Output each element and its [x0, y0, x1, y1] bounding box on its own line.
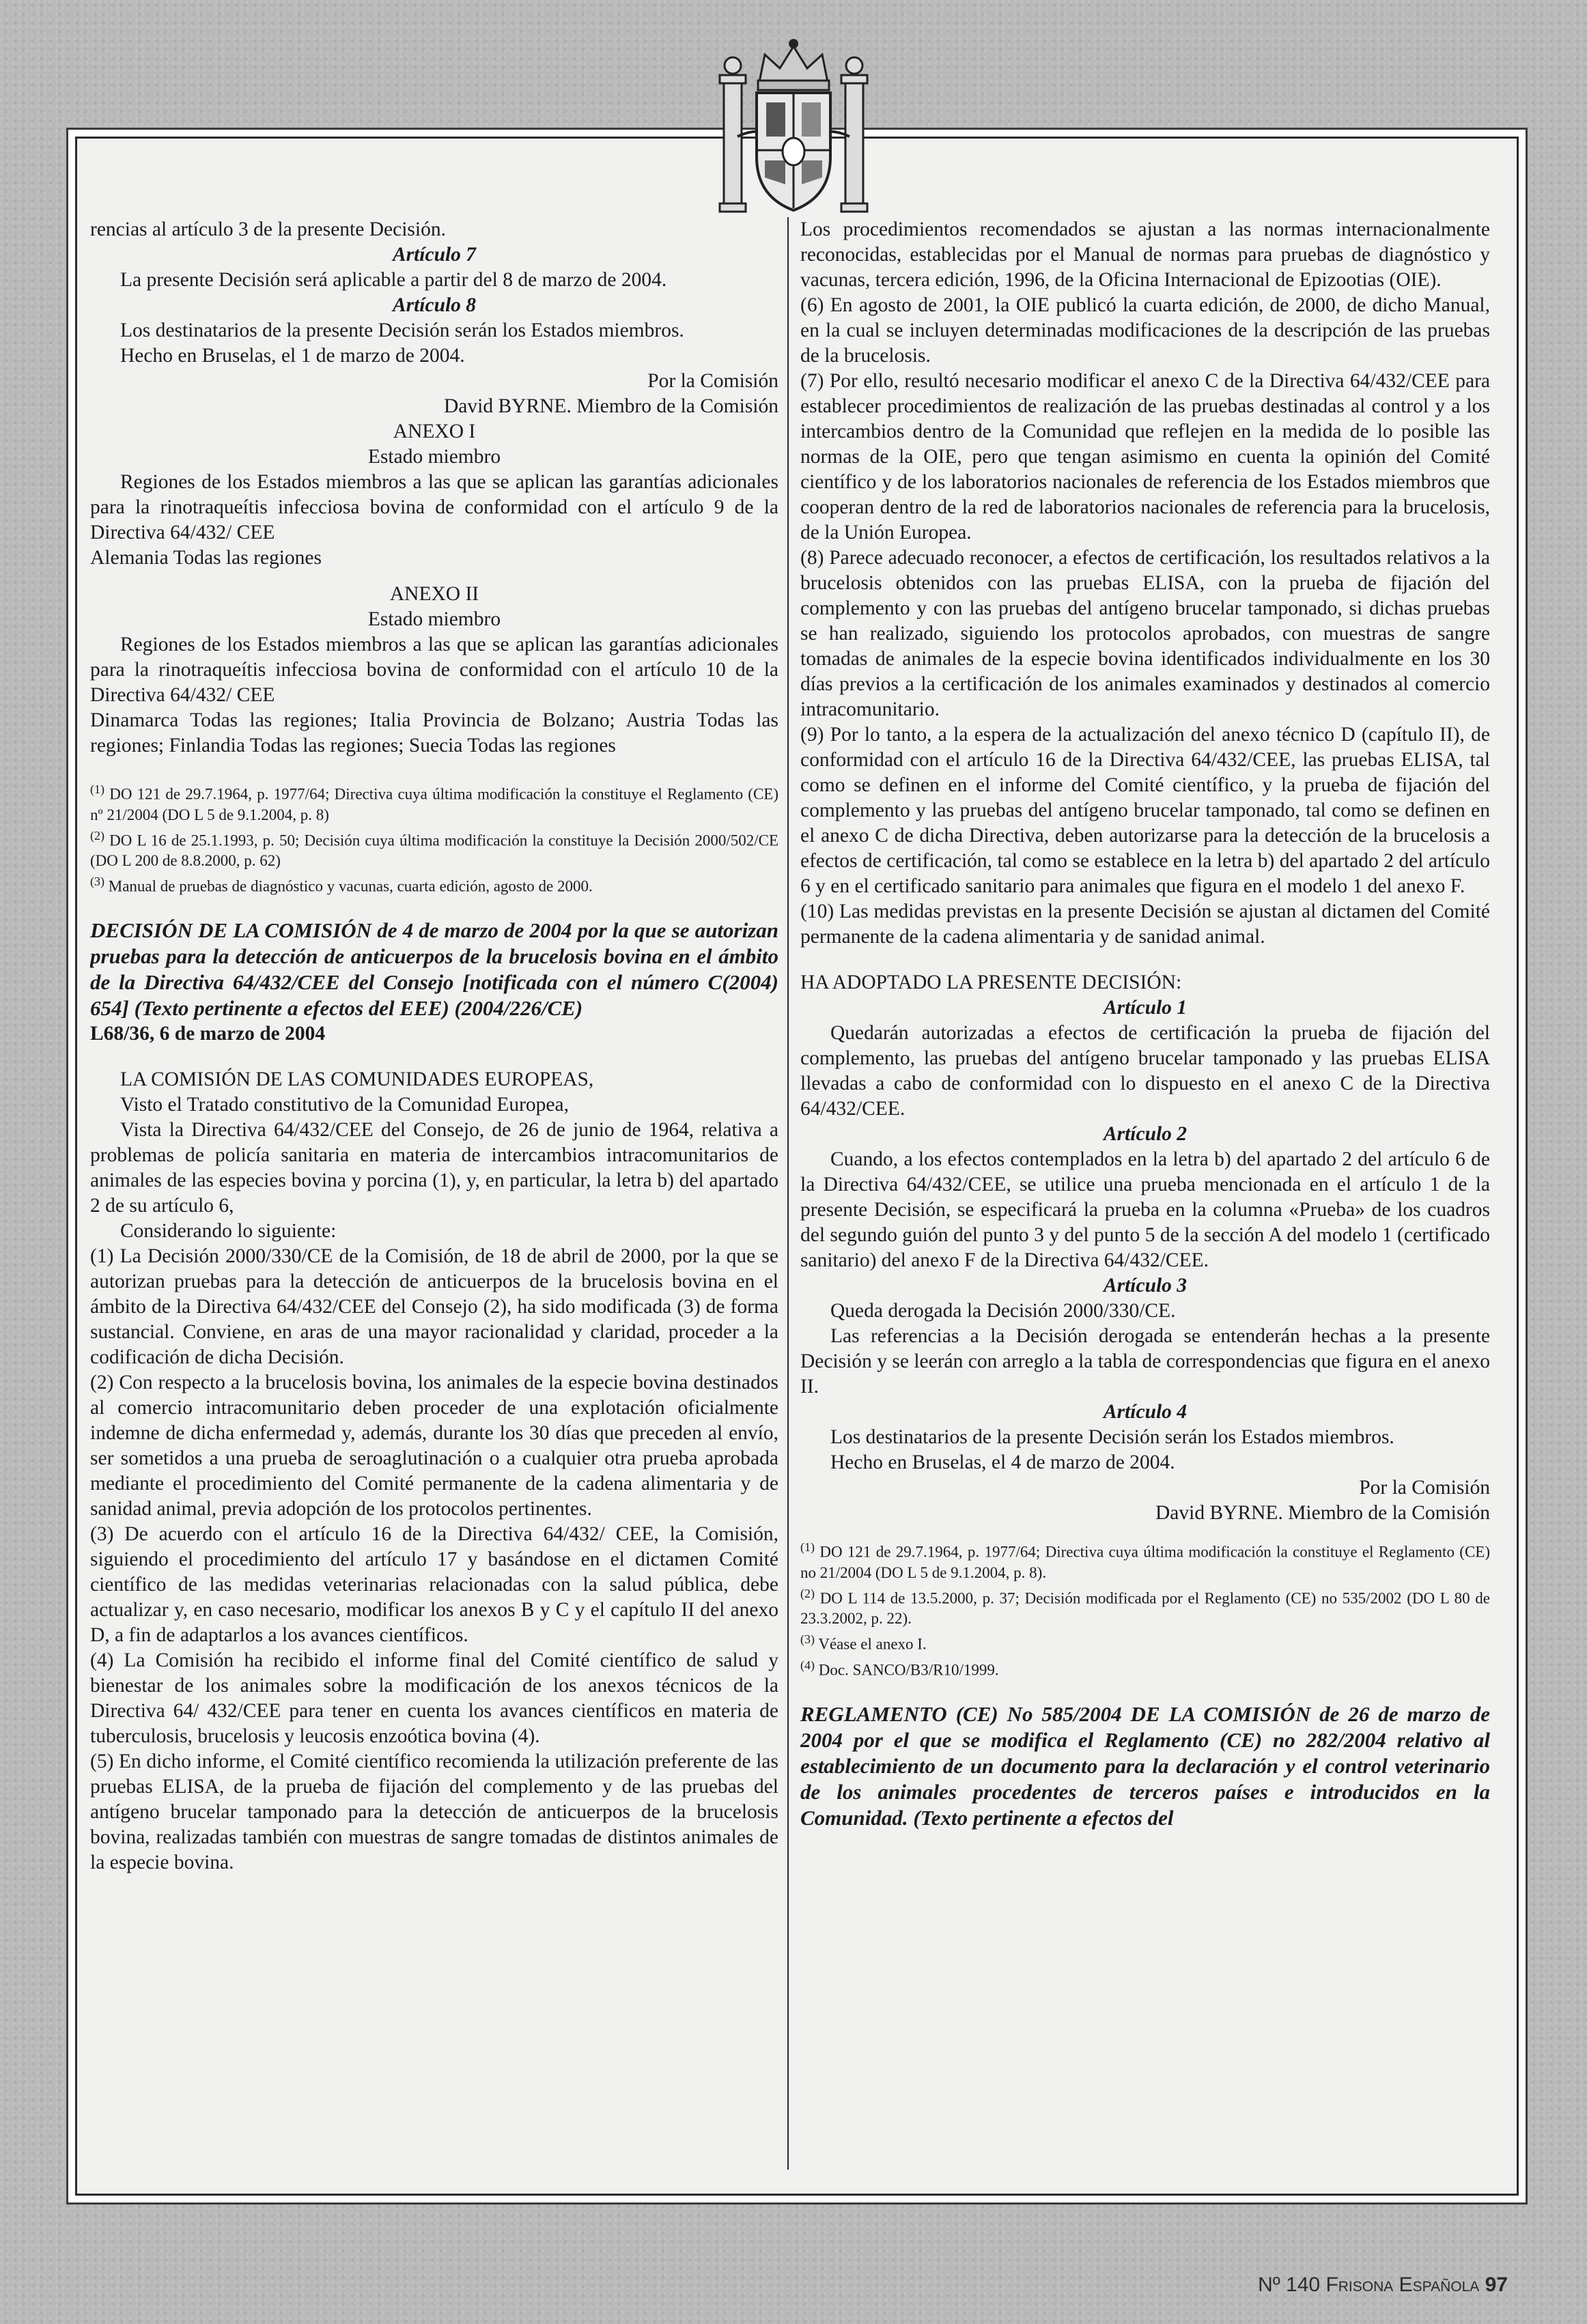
article-3-text-2: Las referencias a la Decisión derogada se entenderán hechas a la presente Decisión y se leerán con arreglo a la tabla de correspondencias que figura en el anexo II.	[800, 1325, 1490, 1398]
coat-of-arms-icon	[717, 34, 870, 218]
annex-1-title: ANEXO I	[393, 421, 476, 442]
visto-2: Vista la Directiva 64/432/CEE del Consejo, de 26 de junio de 1964, relativa a problemas de policía sanitaria en materia de intercambios intracomunitarios de animales de las especies bovina y porcina (1), y, en particular, la letra b) del apartado 2 de su artículo 6,	[90, 1118, 778, 1217]
article-3-title: Artículo 3	[1103, 1275, 1188, 1296]
recital-8: (8) Parece adecuado reconocer, a efectos de certificación, los resultados relativos a la brucelosis obtenidos con las pruebas ELISA, con la prueba de fijación del complemento y con las pruebas del antígeno brucelar tamponado, si dichas pruebas se han realizado, siguiendo los protocolos aprobados, con muestras de sangre tomadas de animales de la especie bovina identificados individualmente en los 30 días previos a la certificación de los animales examinados y destinados al comercio intracomunitario.	[800, 547, 1490, 720]
decision-heading: DECISIÓN DE LA COMISIÓN de 4 de marzo de 2004 por la que se autorizan pruebas para la detección de anticuerpos de la brucelosis bovina en el ámbito de la Directiva 64/432/CEE del Consejo [notificada con el número C(2004) 654] (Texto pertinente a efectos del EEE) (2004/226/CE)	[90, 918, 778, 1020]
footnote-r4: $^{(4)}$ Doc. SANCO/B3/R10/1999.	[800, 1658, 999, 1679]
signature-line-2: David BYRNE. Miembro de la Comisión	[444, 395, 778, 417]
annex-2-list: Dinamarca Todas las regiones; Italia Provincia de Bolzano; Austria Todas las regiones; Finlandia Todas las regiones; Suecia Todas las regiones	[90, 709, 778, 756]
footnote-2: $^{(2)}$ DO L 16 de 25.1.1993, p. 50; Decisión cuya última modificación la constituye la Decisión 2000/502/CE (DO L 200 de 8.8.2000, p. 62)	[90, 828, 778, 870]
page-footer	[1258, 2273, 1508, 2297]
regulation-heading: REGLAMENTO (CE) No 585/2004 DE LA COMISIÓN de 26 de marzo de 2004 por el que se modifica el Reglamento (CE) no 282/2004 relativo al establecimiento de un documento para la declaración y el control veterinario de los animales procedentes de terceros países e introducidos en la Comunidad. (Texto pertinente a efectos del	[800, 1701, 1490, 1830]
annex-2-title: ANEXO II	[389, 583, 479, 605]
article-8-title: Artículo 8	[392, 294, 477, 316]
done-at-text: Hecho en Bruselas, el 1 de marzo de 2004.	[120, 345, 465, 367]
publication-name: Frisona Española	[1325, 2273, 1480, 2296]
recital-5: (5) En dicho informe, el Comité científico recomienda la utilización preferente de las pruebas ELISA, de la prueba de fijación del complemento y de las pruebas del antígeno brucelar tamponado para la detección de anticuerpos de la brucelosis bovina, realizadas también con muestras de sangre tomadas de distintos animales de la especie bovina.	[90, 1750, 778, 1873]
signature-line-1-b: Por la Comisión	[1359, 1477, 1490, 1499]
recital-3: (3) De acuerdo con el artículo 16 de la Directiva 64/432/ CEE, la Comisión, siguiendo el procedimiento del artículo 17 y basándose en el dictamen Comité científico de las medidas veterinarias relacionadas con la salud pública, debe actualizar y, en caso necesario, modificar los anexos B y C y el capítulo II del anexo D, a fin de adaptarlos a los avances científicos.	[90, 1522, 778, 1646]
annex-1-text: Regiones de los Estados miembros a las que se aplican las garantías adicionales para la rinotraqueítis infecciosa bovina de conformidad con el artículo 9 de la Directiva 64/432/ CEE	[90, 471, 778, 543]
footnote-r3: $^{(3)}$ Véase el anexo I.	[800, 1632, 927, 1653]
recital-10: (10) Las medidas previstas en la presente Decisión se ajustan al dictamen del Comité permanente de la cadena alimentaria y de sanidad animal.	[800, 901, 1490, 948]
recital-9: (9) Por lo tanto, a la espera de la actualización del anexo técnico D (capítulo II), de conformidad con el artículo 16 de la Directiva 64/432/CEE, las pruebas ELISA, tal como se definen en el informe del Comité científico, y la prueba de fijación del complemento y las pruebas del antígeno brucelar tamponado, tal como se definen en el anexo C de dicha Directiva, deben autorizarse para la detección de la brucelosis a efectos de certificación, tal como se establece en la letra b) del apartado 2 del artículo 6 y en el certificado sanitario para animales que figura en el modelo 1 del anexo F.	[800, 724, 1490, 897]
article-4-title: Artículo 4	[1103, 1401, 1188, 1423]
recital-5-continued: Los procedimientos recomendados se ajustan a las normas internacionalmente reconocidas, establecidas por el Manual de normas para pruebas de diagnóstico y vacunas, tercera edición, 1996, de la Oficina Internacional de Epizootias (OIE).	[800, 218, 1490, 291]
column-divider	[787, 217, 789, 2170]
article-7-title: Artículo 7	[392, 244, 477, 266]
article-1-text: Quedarán autorizadas a efectos de certificación la prueba de fijación del complemento, las pruebas del antígeno brucelar tamponado y las pruebas ELISA llevadas a cabo de conformidad con lo dispuesto en el anexo C de la Directiva 64/432/CEE.	[800, 1022, 1490, 1120]
article-1-title: Artículo 1	[1103, 997, 1188, 1019]
footnote-3: $^{(3)}$ Manual de pruebas de diagnóstico y vacunas, cuarta edición, agosto de 2000.	[90, 875, 593, 895]
article-4-text: Los destinatarios de la presente Decisión serán los Estados miembros.	[830, 1426, 1394, 1448]
footnote-1: $^{(1)}$ DO 121 de 29.7.1964, p. 1977/64; Directiva cuya última modificación la constituye el Reglamento (CE) nº 21/2004 (DO L 5 de 9.1.2004, p. 8)	[90, 782, 778, 823]
article-8-text: Los destinatarios de la presente Decisión serán los Estados miembros.	[120, 320, 684, 341]
footnote-r1: $^{(1)}$ DO 121 de 29.7.1964, p. 1977/64; Directiva cuya última modificación la constituye el Reglamento (CE) no 21/2004 (DO L 5 de 9.1.2004, p. 8).	[800, 1540, 1490, 1581]
article-2-text: Cuando, a los efectos contemplados en la letra b) del apartado 2 del artículo 6 de la Directiva 64/432/CEE, se utilice una prueba mencionada en el artículo 1 de la presente Decisión, se especificará la prueba en la columna «Prueba» de los cuadros del segundo guión del punto 3 y del punto 5 de la sección A del modelo 1 (certificado sanitario) del anexo F de la Directiva 64/432/CEE.	[800, 1148, 1490, 1271]
issue-number: Nº 140	[1258, 2273, 1321, 2296]
recital-2: (2) Con respecto a la brucelosis bovina, los animales de la especie bovina destinados al comercio intracomunitario deben proceder de una explotación oficialmente indemne de dicha enfermedad y, además, durante los 30 días que preceden al envío, ser sometidos a una prueba de seroaglutinación o a cualquier otra prueba aprobada mediante el procedimiento del Comité permanente de la cadena alimentaria y de sanidad animal, previa adopción de los protocolos pertinentes.	[90, 1371, 778, 1520]
article-3-text-1: Queda derogada la Decisión 2000/330/CE.	[830, 1300, 1176, 1322]
adopted-line: HA ADOPTADO LA PRESENTE DECISIÓN:	[800, 972, 1182, 993]
visto-1: Visto el Tratado constitutivo de la Comunidad Europea,	[120, 1093, 569, 1116]
signature-line-2-b: David BYRNE. Miembro de la Comisión	[1155, 1502, 1490, 1524]
left-column	[90, 217, 778, 2167]
article-7-text: La presente Decisión será aplicable a partir del 8 de marzo de 2004.	[120, 269, 667, 291]
article-2-title: Artículo 2	[1103, 1123, 1188, 1145]
annex-1-list: Alemania Todas las regiones	[90, 547, 322, 569]
annex-2-text: Regiones de los Estados miembros a las que se aplican las garantías adicionales para la rinotraqueítis infecciosa bovina de conformidad con el artículo 10 de la Directiva 64/432/ CEE	[90, 634, 778, 706]
page-number: 97	[1485, 2273, 1508, 2296]
recital-4: (4) La Comisión ha recibido el informe final del Comité científico de salud y bienestar de los animales sobre la modificación de los anexos técnicos de la Directiva 64/ 432/CEE para tener en cuenta los avances científicos en materia de tuberculosis, brucelosis y leucosis enzoótica bovina (4).	[90, 1649, 778, 1747]
footnote-r2: $^{(2)}$ DO L 114 de 13.5.2000, p. 37; Decisión modificada por el Reglamento (CE) no 535/2002 (DO L 80 de 23.3.2002, p. 22).	[800, 1586, 1490, 1628]
recital-6: (6) En agosto de 2001, la OIE publicó la cuarta edición, de 2000, de dicho Manual, en la cual se incluyen determinadas modificaciones de la descripción de las pruebas de la brucelosis.	[800, 294, 1490, 367]
done-at-text-2: Hecho en Bruselas, el 4 de marzo de 2004.	[830, 1451, 1175, 1473]
decision-reference: L68/36, 6 de marzo de 2004	[90, 1022, 326, 1045]
signature-line-1: Por la Comisión	[647, 370, 778, 392]
intro-text: rencias al artículo 3 de la presente Decisión.	[90, 218, 446, 240]
right-column	[800, 217, 1490, 2167]
considerando-line: Considerando lo siguiente:	[120, 1219, 337, 1242]
annex-2-subtitle: Estado miembro	[367, 608, 501, 630]
annex-1-subtitle: Estado miembro	[367, 446, 501, 468]
recital-1: (1) La Decisión 2000/330/CE de la Comisión, de 18 de abril de 2000, por la que se autorizan pruebas para la detección de anticuerpos de la brucelosis bovina en el ámbito de la Directiva 64/432/CEE del Consejo (2), ha sido modificada (3) de forma sustancial. Conviene, en aras de una mayor racionalidad y claridad, proceder a la codificación de dicha Decisión.	[90, 1245, 778, 1368]
recital-7: (7) Por ello, resultó necesario modificar el anexo C de la Directiva 64/432/CEE para establecer procedimientos de realización de las pruebas destinadas al control y a los intercambios dentro de la Comunidad que reflejen en la medida de lo posible las normas de la OIE, pero que tengan asimismo en cuenta la opinión del Comité científico y de los laboratorios nacionales de referencia de los Estados miembros que cooperan dentro de la red de laboratorios nacionales de referencia para la brucelosis, de la Unión Europea.	[800, 370, 1490, 543]
commission-line: LA COMISIÓN DE LAS COMUNIDADES EUROPEAS,	[120, 1068, 594, 1090]
